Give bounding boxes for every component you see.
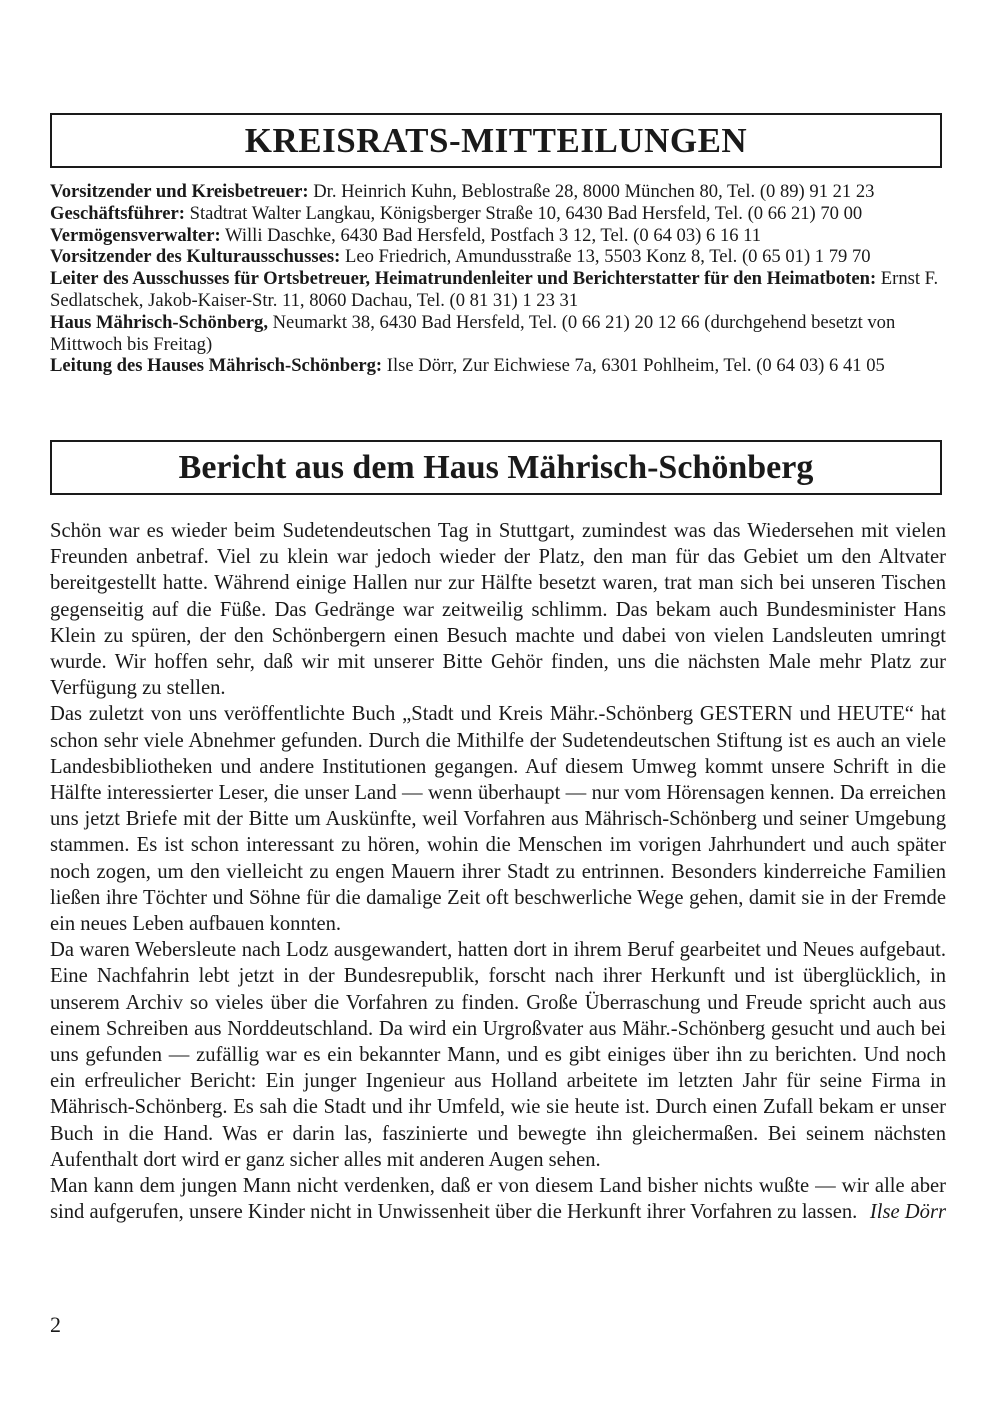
contact-entry: [50, 355, 950, 377]
author-signature: Ilse Dörr: [869, 1201, 946, 1224]
article-paragraph: Das zuletzt von uns veröffentlichte Buch „Stadt und Kreis Mähr.-Schönberg GESTERN und HEUTE“ hat schon sehr viele Abnehmer gefunden. Durch die Mithilfe der Sudetendeutschen Stiftung ist es auch an viele Landesbibliotheken und andere Institutionen gegangen. Auf diesem Umweg kommt unsere Schrift in die Hälfte interessierter Leser, die unser Land — wenn überhaupt — nur vom Hörensagen kennen. Da erreichen uns jetzt Briefe mit der Bitte um Auskünfte, weil Vorfahren aus Mährisch-Schönberg und seiner Umgebung stammen. Es ist schon interessant zu hören, wohin die Menschen im vorigen Jahrhundert und auch später noch zogen, um den vielleicht zu engen Mauern ihrer Stadt zu entrinnen. Besonders kinderreiche Familien ließen ihre Töchter und Söhne für die damalige Zeit oft beschwerliche Wege gehen, damit sie in der Fremde ein neues Leben aufbauen konnten.: [50, 703, 946, 936]
contact-label: Vermögensverwalter:: [50, 224, 221, 246]
article-title: Bericht aus dem Haus Mährisch-Schönberg: [50, 440, 942, 495]
contact-entry: [50, 181, 950, 203]
contact-label: Geschäftsführer:: [50, 202, 185, 224]
article-paragraph: Schön war es wieder beim Sudetendeutschen Tag in Stuttgart, zumindest was das Wiedersehen mit vielen Freunden anbetraf. Viel zu klein war jedoch wieder der Platz, den man für das Gebiet um den Altvater bereitgestellt hatte. Während einige Hallen nur zur Hälfte besetzt waren, trat man sich bei unseren Tischen gegenseitig auf die Füße. Das Gedränge war zeitweilig schlimm. Das bekam auch Bundesminister Hans Klein zu spüren, der den Schönbergern einen Besuch machte und dabei von vielen Landsleuten umringt wurde. Wir hoffen sehr, daß wir mit unserer Bitte Gehör finden, uns die nächsten Male mehr Platz zur Verfügung zu stellen.: [50, 520, 946, 700]
contact-entry: [50, 246, 950, 268]
page-number: 2: [50, 1312, 61, 1337]
article-paragraph: Da waren Webersleute nach Lodz ausgewandert, hatten dort in ihrem Beruf gearbeitet und Neues aufgebaut. Eine Nachfahrin lebt jetzt in der Bundesrepublik, forscht nach ihrer Herkunft und ist überglücklich, in unserem Archiv so vieles über die Vorfahren zu finden. Große Überraschung und Freude spricht auch aus einem Schreiben aus Norddeutschland. Da wird ein Urgroßvater aus Mähr.-Schönberg gesucht und auch bei uns gefunden — zufällig war es ein bekannter Mann, und es gibt einiges über ihn zu berichten. Und noch ein erfreulicher Bericht: Ein junger Ingenieur aus Holland arbeitete im letzten Jahr für seine Firma in Mährisch-Schönberg. Es sah die Stadt und ihr Umfeld, wie sie heute ist. Durch einen Zufall bekam er unser Buch in die Hand. Was er darin las, faszinierte und bewegte ihn gleichermaßen. Bei seinem nächsten Aufenthalt dort wird er ganz sicher alles mit anderen Augen sehen.: [50, 939, 946, 1171]
contact-label: Vorsitzender und Kreisbetreuer:: [50, 181, 309, 202]
contact-label: Leiter des Ausschusses für Ortsbetreuer, Heimatrundenleiter und Berichterstatter für den Heimatboten:: [50, 268, 877, 290]
contact-text: Ernst F. Sedlatschek, Jakob-Kaiser-Str. 11, 8060 Dachau, Tel. (0 81 31) 1 23 31: [50, 268, 939, 311]
contact-text: Stadtrat Walter Langkau, Königsberger Straße 10, 6430 Bad Hersfeld, Tel. (0 66 21) 70 00: [184, 202, 863, 224]
contact-text: Neumarkt 38, 6430 Bad Hersfeld, Tel. (0 66 21) 20 12 66 (durchgehend besetzt von Mittwoch bis Freitag): [50, 311, 896, 355]
contact-list: [50, 181, 950, 377]
contact-entry: [50, 225, 950, 247]
article-paragraph-text: Man kann dem jungen Mann nicht verdenken, daß er von diesem Land bisher nichts wußte — wir alle aber sind aufgerufen, unsere Kinder nicht in Unwissenheit über die Herkunft ihrer Vorfahren zu lassen.: [50, 1175, 946, 1224]
contact-entry: [50, 312, 950, 356]
article-paragraph-final: [50, 1173, 946, 1225]
contact-label: Leitung des Hauses Mährisch-Schönberg:: [50, 355, 383, 377]
contact-text: Ilse Dörr, Zur Eichwiese 7a, 6301 Pohlheim, Tel. (0 64 03) 6 41 05: [382, 355, 885, 377]
contact-label: Vorsitzender des Kulturausschusses:: [50, 246, 341, 268]
contact-entry: [50, 203, 950, 225]
article-body: [50, 518, 946, 1225]
section-title-kreisrats-mitteilungen: KREISRATS-MITTEILUNGEN: [50, 113, 942, 168]
contact-entry: [50, 268, 950, 312]
contact-text: Leo Friedrich, Amundusstraße 13, 5503 Konz 8, Tel. (0 65 01) 1 79 70: [340, 246, 871, 268]
contact-text: Willi Daschke, 6430 Bad Hersfeld, Postfach 3 12, Tel. (0 64 03) 6 16 11: [220, 224, 762, 246]
contact-label: Haus Mährisch-Schönberg,: [50, 311, 268, 333]
contact-text: Dr. Heinrich Kuhn, Beblostraße 28, 8000 München 80, Tel. (0 89) 91 21 23: [308, 181, 875, 202]
